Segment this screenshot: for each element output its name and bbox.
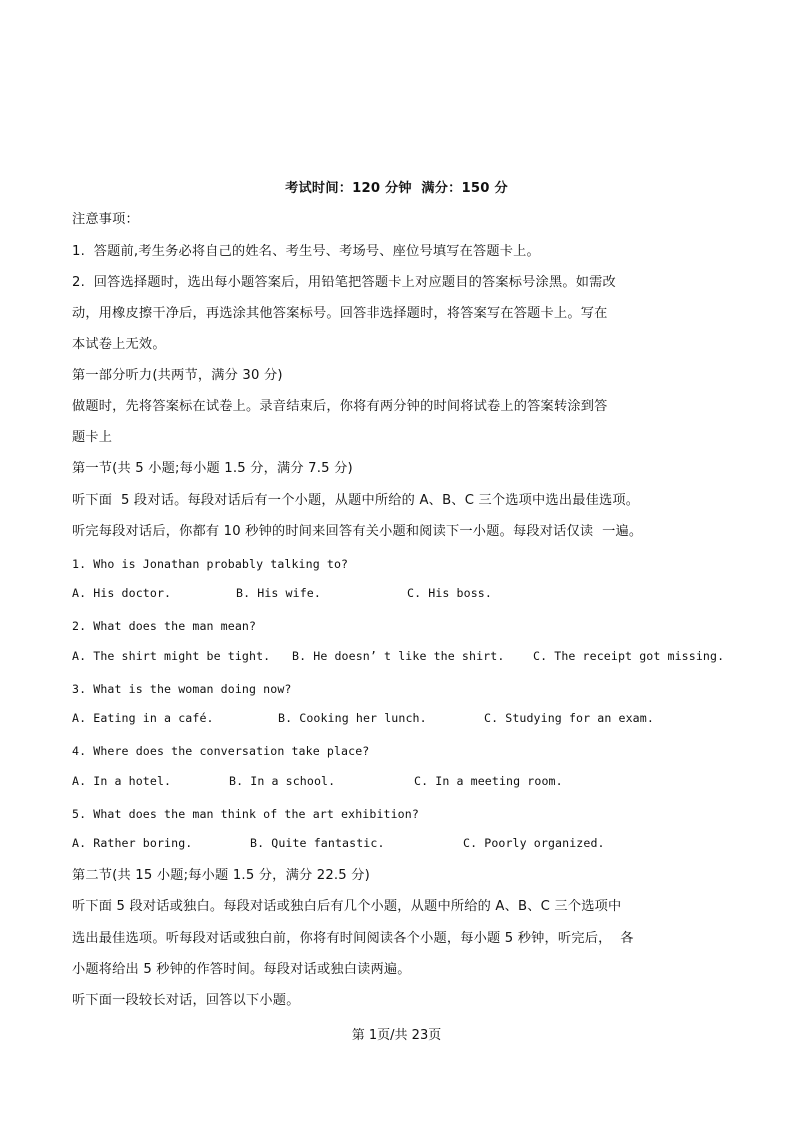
question-1: 1. Who is Jonathan probably talking to? — [72, 557, 349, 571]
notice-item-2-line-1: 2. 回答选择题时，选出每小题答案后，用铅笔把答题卡上对应题目的答案标号涂黑。如需改 — [72, 275, 616, 290]
q1-option-b: B. His wife. — [236, 586, 321, 600]
q3-option-b: B. Cooking her lunch. — [278, 711, 427, 725]
part1-instruction-line-2: 题卡上 — [72, 430, 113, 445]
section1-instruction-line-1: 听下面 5 段对话。每段对话后有一个小题，从题中所给的 A、B、C 三个选项中选出最佳选项。 — [72, 493, 640, 508]
question-2: 2. What does the man mean? — [72, 619, 257, 633]
part1-title: 第一部分听力(共两节，满分 30 分) — [72, 368, 283, 383]
q3-option-a: A. Eating in a café. — [72, 711, 214, 725]
exam-info: 考试时间：120 分钟 满分：150 分 — [285, 181, 508, 196]
section2-instruction-line-1: 听下面 5 段对话或独白。每段对话或独白后有几个小题，从题中所给的 A、B、C 三个选项中 — [72, 899, 622, 914]
q3-option-c: C. Studying for an exam. — [484, 711, 654, 725]
q1-option-c: C. His boss. — [407, 586, 492, 600]
notice-item-1: 1. 答题前,考生务必将自己的姓名、考生号、考场号、座位号填写在答题卡上。 — [72, 244, 540, 259]
q4-option-b: B. In a school. — [229, 774, 336, 788]
section2-instruction-line-3: 小题将给出 5 秒钟的作答时间。每段对话或独白读两遍。 — [72, 962, 411, 977]
q5-option-b: B. Quite fantastic. — [250, 836, 385, 850]
q2-option-a: A. The shirt might be tight. — [72, 649, 271, 663]
part1-instruction-line-1: 做题时，先将答案标在试卷上。录音结束后，你将有两分钟的时间将试卷上的答案转涂到答 — [72, 399, 608, 414]
section2-title: 第二节(共 15 小题;每小题 1.5 分，满分 22.5 分) — [72, 868, 371, 883]
q1-option-a: A. His doctor. — [72, 586, 172, 600]
section2-instruction-line-2: 选出最佳选项。听每段对话或独白前，你将有时间阅读各个小题，每小题 5 秒钟，听完后， 各 — [72, 931, 634, 946]
q4-option-a: A. In a hotel. — [72, 774, 172, 788]
section2-instruction-line-4: 听下面一段较长对话，回答以下小题。 — [72, 993, 300, 1008]
question-4: 4. Where does the conversation take place? — [72, 744, 370, 758]
section1-instruction-line-2: 听完每段对话后，你都有 10 秒钟的时间来回答有关小题和阅读下一小题。每段对话仅读 一遍。 — [72, 524, 643, 539]
notice-title: 注意事项： — [72, 212, 139, 227]
q5-option-a: A. Rather boring. — [72, 836, 193, 850]
q5-option-c: C. Poorly organized. — [463, 836, 605, 850]
q2-option-c: C. The receipt got missing. — [533, 649, 725, 663]
section1-title: 第一节(共 5 小题;每小题 1.5 分，满分 7.5 分) — [72, 461, 353, 476]
notice-item-2-line-2: 动，用橡皮擦干净后，再选涂其他答案标号。回答非选择题时，将答案写在答题卡上。写在 — [72, 306, 608, 321]
page-number: 第 1页/共 23页 — [351, 1028, 442, 1043]
q4-option-c: C. In a meeting room. — [414, 774, 563, 788]
question-3: 3. What is the woman doing now? — [72, 682, 292, 696]
question-5: 5. What does the man think of the art exhibition? — [72, 807, 419, 821]
q2-option-b: B. He doesn’ t like the shirt. — [292, 649, 505, 663]
notice-item-2-line-3: 本试卷上无效。 — [72, 337, 166, 352]
